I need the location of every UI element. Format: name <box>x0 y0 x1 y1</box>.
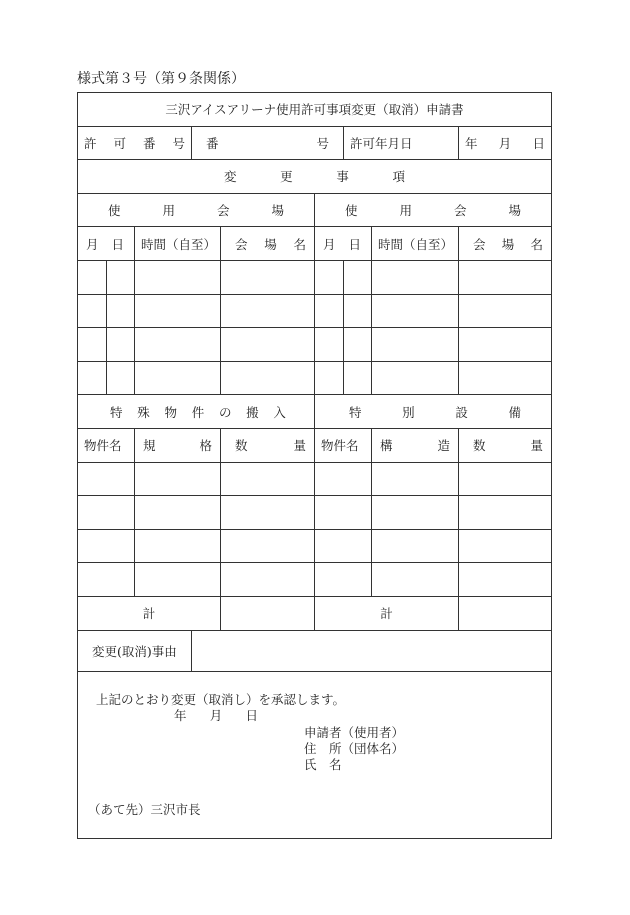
cell[interactable] <box>344 361 372 395</box>
applicant-label: 申請者（使用者） <box>304 724 405 740</box>
cell[interactable] <box>459 361 552 395</box>
special-items-header: 特 殊 物 件 の 搬 入 <box>78 395 315 429</box>
venue-row <box>78 260 552 294</box>
cell[interactable] <box>78 328 107 362</box>
venue-row <box>78 294 552 328</box>
item-row <box>78 563 552 597</box>
cell[interactable] <box>135 361 221 395</box>
col-venue-name-left: 会 場 名 <box>221 227 315 261</box>
cell[interactable] <box>78 361 107 395</box>
cell[interactable] <box>107 361 135 395</box>
cell[interactable] <box>372 260 459 294</box>
cell[interactable] <box>372 328 459 362</box>
cell[interactable] <box>221 294 315 328</box>
application-form-table <box>77 92 552 839</box>
reason-label: 変更(取消)事由 <box>78 630 192 671</box>
cell[interactable] <box>344 294 372 328</box>
cell[interactable] <box>459 328 552 362</box>
special-equipment-header: 特 別 設 備 <box>315 395 552 429</box>
total-value-right[interactable] <box>459 596 552 630</box>
usage-venue-header-left: 使 用 会 場 <box>78 193 315 227</box>
cell[interactable] <box>459 529 552 563</box>
form-number: 様式第３号（第９条関係） <box>77 71 245 87</box>
col-structure: 構 造 <box>372 428 459 462</box>
change-items-header: 変 更 事 項 <box>78 160 552 194</box>
cell[interactable] <box>315 260 344 294</box>
cell[interactable] <box>221 529 315 563</box>
cell[interactable] <box>315 529 372 563</box>
col-quantity-left: 数 量 <box>221 428 315 462</box>
cell[interactable] <box>107 260 135 294</box>
total-label-right: 計 <box>315 596 459 630</box>
cell[interactable] <box>459 462 552 496</box>
declaration-section <box>78 671 552 838</box>
cell[interactable] <box>459 260 552 294</box>
venue-row <box>78 328 552 362</box>
cell[interactable] <box>221 496 315 530</box>
cell[interactable] <box>135 462 221 496</box>
cell[interactable] <box>221 328 315 362</box>
item-row <box>78 529 552 563</box>
permit-date-label: 許可年月日 <box>344 126 459 160</box>
cell[interactable] <box>315 462 372 496</box>
cell[interactable] <box>78 260 107 294</box>
cell[interactable] <box>459 294 552 328</box>
total-value-left[interactable] <box>221 596 315 630</box>
cell[interactable] <box>135 328 221 362</box>
cell[interactable] <box>135 529 221 563</box>
venue-row <box>78 361 552 395</box>
cell[interactable] <box>372 361 459 395</box>
cell[interactable] <box>107 294 135 328</box>
cell[interactable] <box>372 462 459 496</box>
usage-venue-header-right: 使 用 会 場 <box>315 193 552 227</box>
cell[interactable] <box>315 294 344 328</box>
name-label: 氏 名 <box>304 756 342 772</box>
cell[interactable] <box>135 496 221 530</box>
cell[interactable] <box>344 328 372 362</box>
form-title: 三沢アイスアリーナ使用許可事項変更（取消）申請書 <box>78 93 552 127</box>
reason-field[interactable] <box>192 630 552 671</box>
item-row <box>78 462 552 496</box>
cell[interactable] <box>135 563 221 597</box>
address-label: 住 所（団体名） <box>304 740 405 756</box>
cell[interactable] <box>372 563 459 597</box>
cell[interactable] <box>78 563 135 597</box>
cell[interactable] <box>315 328 344 362</box>
cell[interactable] <box>372 529 459 563</box>
cell[interactable] <box>344 260 372 294</box>
item-row <box>78 496 552 530</box>
col-spec: 規 格 <box>135 428 221 462</box>
cell[interactable] <box>315 563 372 597</box>
cell[interactable] <box>221 462 315 496</box>
permit-number-field[interactable]: 番 号 <box>192 126 344 160</box>
cell[interactable] <box>78 294 107 328</box>
declaration-text: 上記のとおり変更（取消し）を承認します。 <box>96 691 346 707</box>
cell[interactable] <box>135 260 221 294</box>
col-venue-name-right: 会 場 名 <box>459 227 552 261</box>
cell[interactable] <box>78 496 135 530</box>
col-item-name-left: 物件名 <box>78 428 135 462</box>
cell[interactable] <box>78 529 135 563</box>
cell[interactable] <box>221 260 315 294</box>
cell[interactable] <box>372 496 459 530</box>
cell[interactable] <box>315 496 372 530</box>
col-time-right: 時間（自至） <box>372 227 459 261</box>
col-item-name-right: 物件名 <box>315 428 372 462</box>
total-label-left: 計 <box>78 596 221 630</box>
addressee: （あて先）三沢市長 <box>88 801 201 817</box>
cell[interactable] <box>135 294 221 328</box>
cell[interactable] <box>459 496 552 530</box>
permit-number-label: 許 可 番 号 <box>78 126 192 160</box>
cell[interactable] <box>221 361 315 395</box>
col-month-day-right: 月 日 <box>315 227 372 261</box>
declaration-date[interactable]: 年 月 日 <box>174 707 258 723</box>
permit-date-field[interactable]: 年 月 日 <box>459 126 552 160</box>
cell[interactable] <box>78 462 135 496</box>
cell[interactable] <box>107 328 135 362</box>
cell[interactable] <box>221 563 315 597</box>
col-month-day-left: 月 日 <box>78 227 135 261</box>
col-quantity-right: 数 量 <box>459 428 552 462</box>
cell[interactable] <box>315 361 344 395</box>
cell[interactable] <box>372 294 459 328</box>
cell[interactable] <box>459 563 552 597</box>
col-time-left: 時間（自至） <box>135 227 221 261</box>
